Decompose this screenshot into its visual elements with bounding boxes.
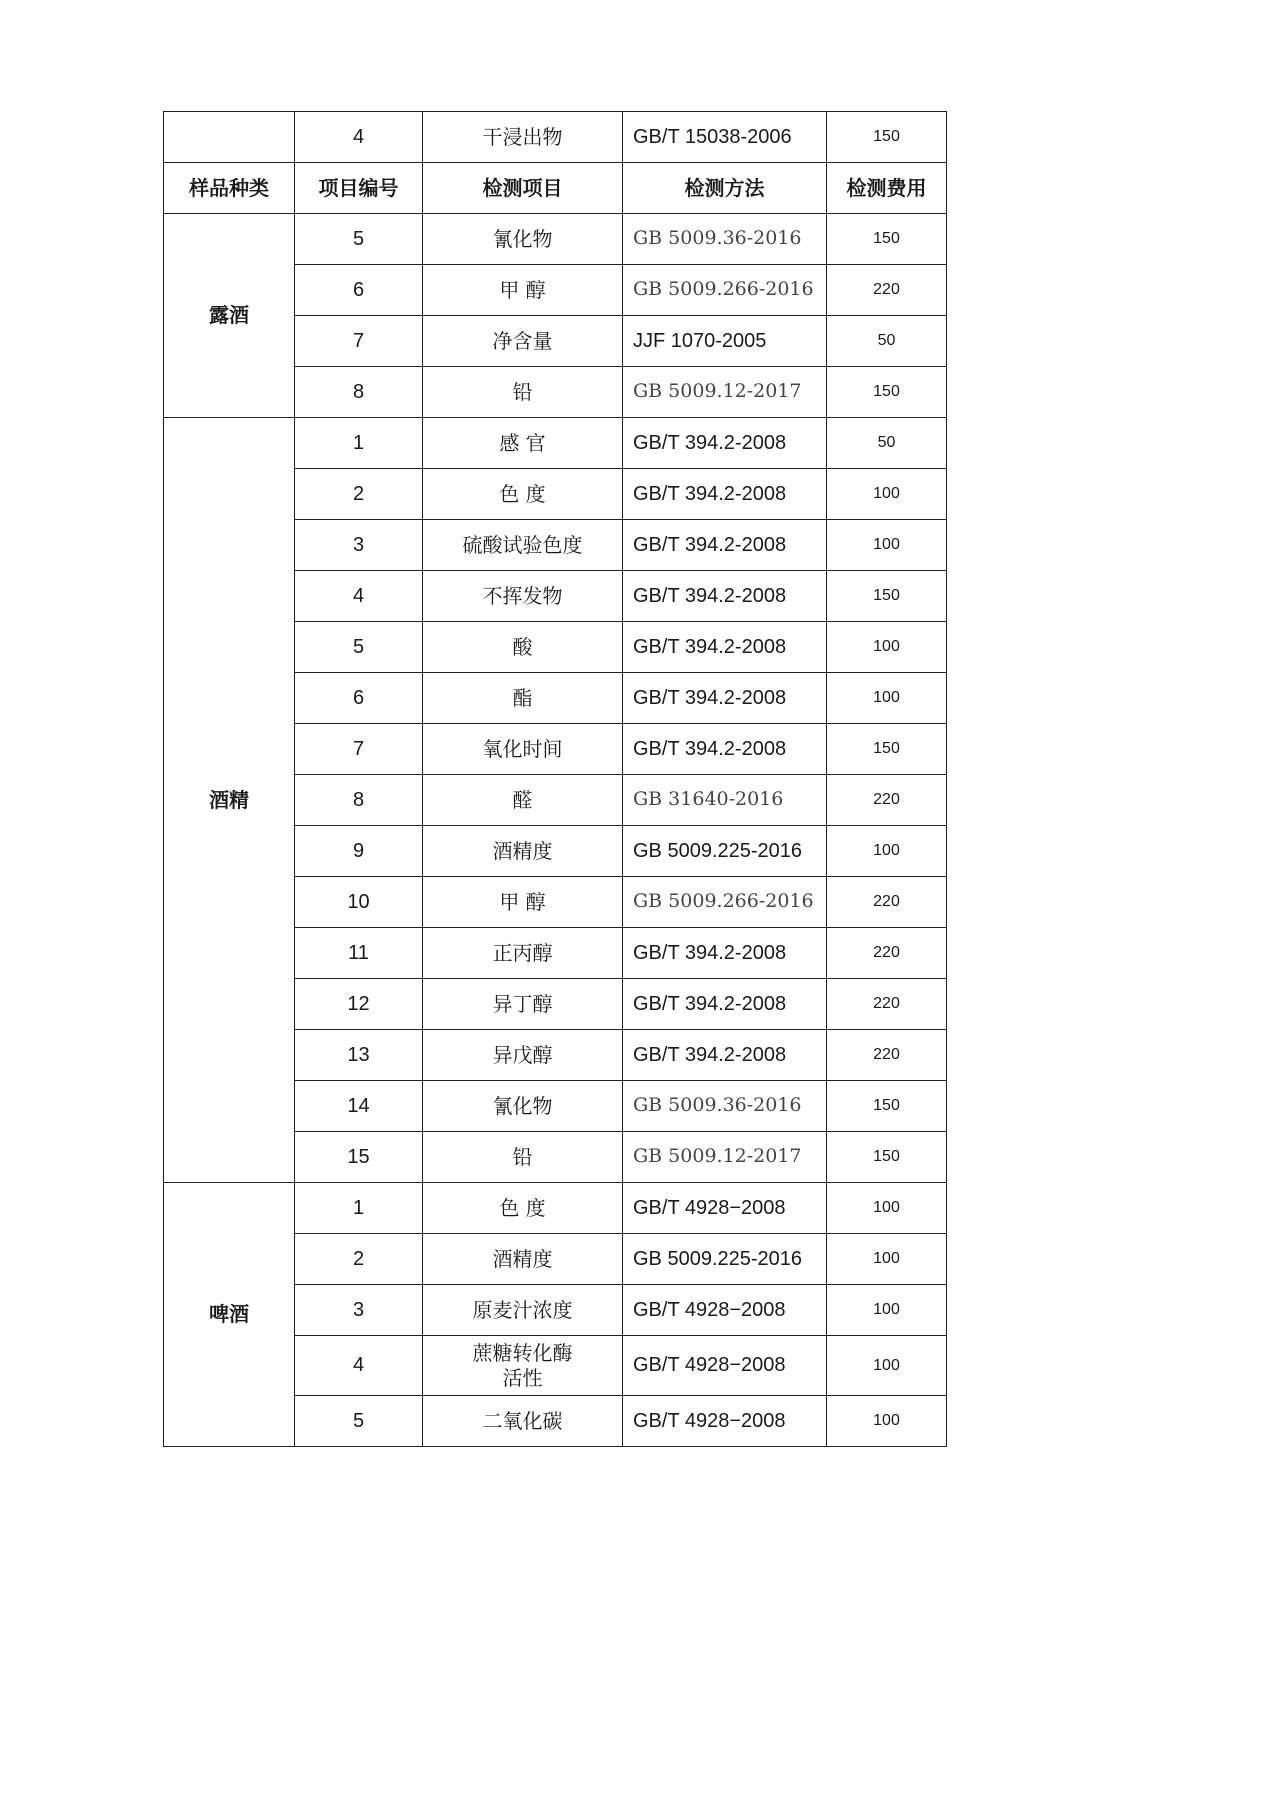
fee-cell: 100	[827, 1285, 947, 1336]
header-test-item: 检测项目	[423, 163, 623, 214]
item-name-cell: 色 度	[423, 469, 623, 520]
item-name-cell: 铅	[423, 1132, 623, 1183]
item-number-cell: 6	[295, 673, 423, 724]
header-row	[164, 163, 947, 214]
item-number-cell: 2	[295, 1234, 423, 1285]
method-cell: GB/T 4928−2008	[623, 1336, 827, 1396]
item-name-cell: 干浸出物	[423, 112, 623, 163]
fee-cell: 150	[827, 214, 947, 265]
table-row	[164, 1183, 947, 1234]
method-cell: GB 5009.266-2016	[623, 877, 827, 928]
header-test-fee: 检测费用	[827, 163, 947, 214]
method-cell: GB/T 394.2-2008	[623, 520, 827, 571]
fee-cell: 150	[827, 112, 947, 163]
item-name-cell: 二氧化碳	[423, 1396, 623, 1447]
item-name-cell: 酒精度	[423, 826, 623, 877]
item-name-cell: 酒精度	[423, 1234, 623, 1285]
fee-cell: 100	[827, 520, 947, 571]
item-number-cell: 9	[295, 826, 423, 877]
method-cell: GB/T 394.2-2008	[623, 469, 827, 520]
fee-cell: 100	[827, 826, 947, 877]
fee-cell: 100	[827, 1183, 947, 1234]
method-cell: GB 31640-2016	[623, 775, 827, 826]
item-number-cell: 2	[295, 469, 423, 520]
item-number-cell: 4	[295, 112, 423, 163]
fee-cell: 100	[827, 1336, 947, 1396]
header-item-number: 项目编号	[295, 163, 423, 214]
fee-cell: 220	[827, 979, 947, 1030]
header-test-method: 检测方法	[623, 163, 827, 214]
item-number-cell: 10	[295, 877, 423, 928]
fee-cell: 100	[827, 1396, 947, 1447]
method-cell: GB 5009.12-2017	[623, 1132, 827, 1183]
item-name-cell: 甲 醇	[423, 877, 623, 928]
item-number-cell: 7	[295, 316, 423, 367]
method-cell: GB 5009.225-2016	[623, 826, 827, 877]
item-name-cell: 色 度	[423, 1183, 623, 1234]
method-cell: GB/T 394.2-2008	[623, 928, 827, 979]
fee-cell: 50	[827, 418, 947, 469]
item-number-cell: 12	[295, 979, 423, 1030]
method-cell: GB 5009.12-2017	[623, 367, 827, 418]
method-cell: GB/T 394.2-2008	[623, 979, 827, 1030]
method-cell: GB/T 394.2-2008	[623, 418, 827, 469]
method-cell: GB/T 4928−2008	[623, 1396, 827, 1447]
fee-cell: 100	[827, 673, 947, 724]
fee-cell: 220	[827, 265, 947, 316]
item-name-cell: 铅	[423, 367, 623, 418]
method-cell: GB 5009.36-2016	[623, 1081, 827, 1132]
fee-cell: 220	[827, 1030, 947, 1081]
fee-cell: 150	[827, 367, 947, 418]
item-number-cell: 6	[295, 265, 423, 316]
fee-cell: 100	[827, 469, 947, 520]
table-row	[164, 112, 947, 163]
item-number-cell: 8	[295, 367, 423, 418]
item-name-cell: 原麦汁浓度	[423, 1285, 623, 1336]
item-name-cell: 异戊醇	[423, 1030, 623, 1081]
item-name-cell: 酸	[423, 622, 623, 673]
method-cell: GB/T 394.2-2008	[623, 571, 827, 622]
method-cell: GB/T 394.2-2008	[623, 1030, 827, 1081]
fee-cell: 220	[827, 928, 947, 979]
item-number-cell: 4	[295, 1336, 423, 1396]
header-sample-type: 样品种类	[164, 163, 295, 214]
item-name-cell: 正丙醇	[423, 928, 623, 979]
method-cell: GB/T 394.2-2008	[623, 724, 827, 775]
item-number-cell: 15	[295, 1132, 423, 1183]
item-number-cell: 1	[295, 1183, 423, 1234]
item-number-cell: 8	[295, 775, 423, 826]
method-cell: GB/T 4928−2008	[623, 1285, 827, 1336]
item-name-cell: 氰化物	[423, 1081, 623, 1132]
table-row	[164, 214, 947, 265]
fee-cell: 150	[827, 1081, 947, 1132]
fee-cell: 100	[827, 1234, 947, 1285]
method-cell: JJF 1070-2005	[623, 316, 827, 367]
fee-cell: 150	[827, 571, 947, 622]
item-name-cell: 甲 醇	[423, 265, 623, 316]
fee-cell: 100	[827, 622, 947, 673]
item-number-cell: 3	[295, 1285, 423, 1336]
method-cell: GB 5009.36-2016	[623, 214, 827, 265]
item-number-cell: 5	[295, 214, 423, 265]
fee-cell: 220	[827, 877, 947, 928]
item-name-cell: 异丁醇	[423, 979, 623, 1030]
fee-cell: 50	[827, 316, 947, 367]
item-name-cell: 氧化时间	[423, 724, 623, 775]
table-row	[164, 418, 947, 469]
item-number-cell: 11	[295, 928, 423, 979]
item-number-cell: 7	[295, 724, 423, 775]
method-cell: GB 5009.225-2016	[623, 1234, 827, 1285]
fee-cell: 220	[827, 775, 947, 826]
method-cell: GB/T 394.2-2008	[623, 673, 827, 724]
item-number-cell: 5	[295, 622, 423, 673]
item-name-cell: 净含量	[423, 316, 623, 367]
test-fee-table	[163, 111, 947, 1447]
item-number-cell: 14	[295, 1081, 423, 1132]
item-name-cell: 氰化物	[423, 214, 623, 265]
method-cell: GB 5009.266-2016	[623, 265, 827, 316]
category-cell: 露酒	[164, 214, 295, 418]
method-cell: GB/T 394.2-2008	[623, 622, 827, 673]
item-name-cell: 感 官	[423, 418, 623, 469]
table-body	[164, 112, 947, 1447]
fee-cell: 150	[827, 724, 947, 775]
item-name-cell: 不挥发物	[423, 571, 623, 622]
item-number-cell: 13	[295, 1030, 423, 1081]
fee-cell: 150	[827, 1132, 947, 1183]
item-name-cell: 醛	[423, 775, 623, 826]
item-name-cell: 硫酸试验色度	[423, 520, 623, 571]
item-name-cell: 酯	[423, 673, 623, 724]
category-cell: 酒精	[164, 418, 295, 1183]
category-cell	[164, 112, 295, 163]
item-number-cell: 5	[295, 1396, 423, 1447]
item-name-cell: 蔗糖转化酶 活性	[423, 1336, 623, 1396]
method-cell: GB/T 4928−2008	[623, 1183, 827, 1234]
category-cell: 啤酒	[164, 1183, 295, 1447]
item-number-cell: 3	[295, 520, 423, 571]
item-number-cell: 1	[295, 418, 423, 469]
item-number-cell: 4	[295, 571, 423, 622]
method-cell: GB/T 15038-2006	[623, 112, 827, 163]
